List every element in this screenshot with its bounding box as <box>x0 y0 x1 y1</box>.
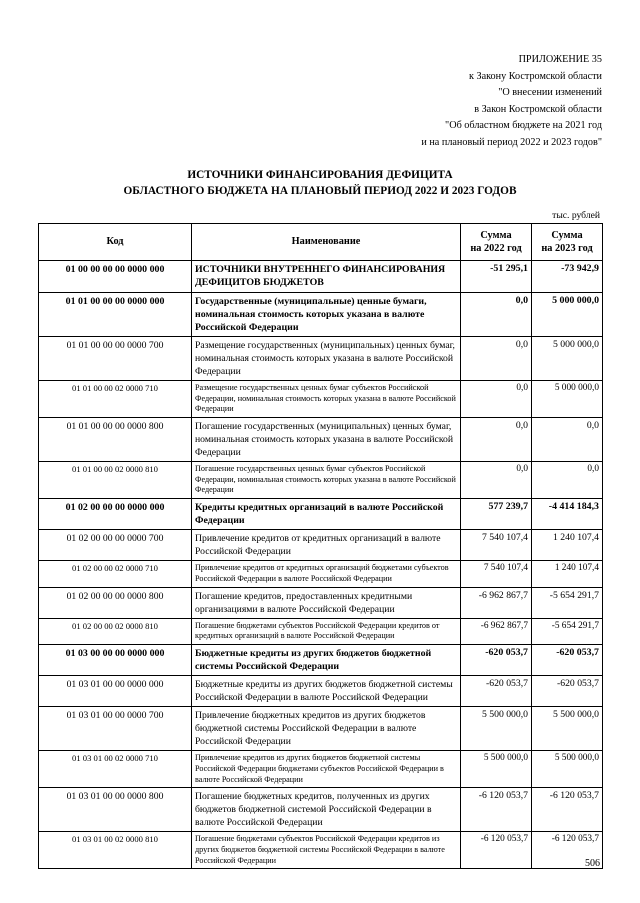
cell-sum-2023: -6 120 053,7 <box>532 788 603 832</box>
cell-code: 01 01 00 00 00 0000 800 <box>39 418 192 462</box>
cell-sum-2022: 0,0 <box>461 418 532 462</box>
document-header <box>38 52 602 151</box>
cell-sum-2023: 5 000 000,0 <box>532 292 603 337</box>
cell-sum-2023: -620 053,7 <box>532 676 603 707</box>
cell-sum-2023: 0,0 <box>532 462 603 499</box>
cell-code: 01 03 01 00 00 0000 700 <box>39 707 192 751</box>
cell-sum-2022: 5 500 000,0 <box>461 707 532 751</box>
cell-sum-2023: -73 942,9 <box>532 261 603 292</box>
cell-name: Привлечение кредитов от кредитных организаций бюджетами субъектов Российской Федерации в валюте Российской Федерации <box>192 561 461 587</box>
cell-name: Бюджетные кредиты из других бюджетов бюджетной системы Российской Федерации <box>192 644 461 675</box>
table-row <box>39 462 603 499</box>
cell-sum-2022: 5 500 000,0 <box>461 751 532 788</box>
cell-code: 01 03 01 00 02 0000 810 <box>39 832 192 869</box>
cell-sum-2022: -51 295,1 <box>461 261 532 292</box>
cell-sum-2022: -620 053,7 <box>461 676 532 707</box>
cell-name: Государственные (муниципальные) ценные бумаги, номинальная стоимость которых указана в валюте Российской Федерации <box>192 292 461 337</box>
cell-sum-2023: -5 654 291,7 <box>532 587 603 618</box>
cell-name: Привлечение бюджетных кредитов из других бюджетов бюджетной системы Российской Федерации в валюте Российской Федерации <box>192 707 461 751</box>
cell-code: 01 02 00 00 02 0000 710 <box>39 561 192 587</box>
cell-sum-2023: -5 654 291,7 <box>532 618 603 644</box>
cell-name: Погашение государственных ценных бумаг субъектов Российской Федерации, номинальная стоимость которых указана в валюте Российской Федерации <box>192 462 461 499</box>
table-row <box>39 381 603 418</box>
cell-sum-2023: 5 500 000,0 <box>532 707 603 751</box>
header-line-2: к Закону Костромской области <box>468 70 602 82</box>
cell-name: Погашение бюджетами субъектов Российской Федерации кредитов от кредитных организаций в валюте Российской Федерации <box>192 618 461 644</box>
cell-sum-2023: 1 240 107,4 <box>532 530 603 561</box>
cell-sum-2022: -6 962 867,7 <box>461 587 532 618</box>
cell-sum-2022: -6 120 053,7 <box>461 832 532 869</box>
financing-sources-table <box>38 223 603 869</box>
table-row <box>39 530 603 561</box>
column-header-sum-2022-label: Сумма <box>480 229 512 241</box>
cell-name: Погашение бюджетами субъектов Российской Федерации кредитов из других бюджетов бюджетной системы Российской Федерации в валюте Российской Федерации <box>192 832 461 869</box>
cell-sum-2023: -4 414 184,3 <box>532 498 603 529</box>
table-row <box>39 498 603 529</box>
page-title <box>38 167 602 200</box>
cell-sum-2022: 7 540 107,4 <box>461 561 532 587</box>
column-header-sum-2023 <box>532 223 603 260</box>
cell-name: Бюджетные кредиты из других бюджетов бюджетной системы Российской Федерации в валюте Российской Федерации <box>192 676 461 707</box>
column-header-sum-2022-sub: на 2022 год <box>470 243 522 255</box>
table-row <box>39 788 603 832</box>
cell-sum-2022: 0,0 <box>461 462 532 499</box>
cell-sum-2023: -620 053,7 <box>532 644 603 675</box>
page-number: 506 <box>585 858 600 869</box>
cell-name: Погашение кредитов, предоставленных кредитными организациями в валюте Российской Федерации <box>192 587 461 618</box>
title-line-2: ОБЛАСТНОГО БЮДЖЕТА НА ПЛАНОВЫЙ ПЕРИОД 2022 И 2023 ГОДОВ <box>123 185 517 198</box>
table-row <box>39 644 603 675</box>
column-header-name: Наименование <box>192 223 461 260</box>
header-line-6: и на плановый период 2022 и 2023 годов" <box>421 136 602 148</box>
cell-code: 01 03 01 00 02 0000 710 <box>39 751 192 788</box>
cell-sum-2023: 5 000 000,0 <box>532 337 603 381</box>
cell-sum-2023: -6 120 053,7 <box>532 832 603 869</box>
column-header-sum-2022 <box>461 223 532 260</box>
cell-sum-2022: 577 239,7 <box>461 498 532 529</box>
cell-code: 01 03 01 00 00 0000 800 <box>39 788 192 832</box>
cell-sum-2022: 0,0 <box>461 292 532 337</box>
cell-sum-2022: -620 053,7 <box>461 644 532 675</box>
cell-code: 01 01 00 00 02 0000 710 <box>39 381 192 418</box>
table-row <box>39 707 603 751</box>
cell-code: 01 02 00 00 00 0000 000 <box>39 498 192 529</box>
cell-name: ИСТОЧНИКИ ВНУТРЕННЕГО ФИНАНСИРОВАНИЯ ДЕФИЦИТОВ БЮДЖЕТОВ <box>192 261 461 292</box>
cell-code: 01 02 00 00 00 0000 800 <box>39 587 192 618</box>
cell-code: 01 01 00 00 00 0000 700 <box>39 337 192 381</box>
cell-name: Размещение государственных ценных бумаг субъектов Российской Федерации, номинальная стоимость которых указана в валюте Российской Федерации <box>192 381 461 418</box>
cell-code: 01 00 00 00 00 0000 000 <box>39 261 192 292</box>
column-header-sum-2023-sub: на 2023 год <box>541 243 593 255</box>
cell-sum-2023: 0,0 <box>532 418 603 462</box>
cell-name: Привлечение кредитов от кредитных организаций в валюте Российской Федерации <box>192 530 461 561</box>
table-row <box>39 832 603 869</box>
cell-sum-2022: 0,0 <box>461 381 532 418</box>
cell-code: 01 01 00 00 00 0000 000 <box>39 292 192 337</box>
cell-name: Размещение государственных (муниципальных) ценных бумаг, номинальная стоимость которых указана в валюте Российской Федерации <box>192 337 461 381</box>
table-body <box>39 261 603 869</box>
units-label: тыс. рублей <box>552 209 600 221</box>
table-row <box>39 418 603 462</box>
header-line-4: в Закон Костромской области <box>474 103 602 115</box>
column-header-code: Код <box>39 223 192 260</box>
table-row <box>39 751 603 788</box>
table-header-row <box>39 223 603 260</box>
table-row <box>39 676 603 707</box>
cell-code: 01 02 00 00 00 0000 700 <box>39 530 192 561</box>
cell-sum-2023: 5 000 000,0 <box>532 381 603 418</box>
cell-code: 01 03 00 00 00 0000 000 <box>39 644 192 675</box>
table-row <box>39 261 603 292</box>
table-row <box>39 561 603 587</box>
table-row <box>39 337 603 381</box>
cell-sum-2022: 7 540 107,4 <box>461 530 532 561</box>
header-line-5: "Об областном бюджете на 2021 год <box>445 120 602 132</box>
table-row <box>39 618 603 644</box>
cell-sum-2023: 5 500 000,0 <box>532 751 603 788</box>
table-row <box>39 292 603 337</box>
cell-name: Кредиты кредитных организаций в валюте Российской Федерации <box>192 498 461 529</box>
column-header-sum-2023-label: Сумма <box>551 229 583 241</box>
cell-sum-2022: -6 120 053,7 <box>461 788 532 832</box>
cell-sum-2023: 1 240 107,4 <box>532 561 603 587</box>
cell-code: 01 02 00 00 02 0000 810 <box>39 618 192 644</box>
cell-name: Погашение бюджетных кредитов, полученных из других бюджетов бюджетной системой Российской Федерации в валюте Российской Федерации <box>192 788 461 832</box>
header-line-1: ПРИЛОЖЕНИЕ 35 <box>518 54 602 65</box>
cell-code: 01 01 00 00 02 0000 810 <box>39 462 192 499</box>
title-line-1: ИСТОЧНИКИ ФИНАНСИРОВАНИЯ ДЕФИЦИТА <box>187 169 453 182</box>
cell-sum-2022: -6 962 867,7 <box>461 618 532 644</box>
cell-code: 01 03 01 00 00 0000 000 <box>39 676 192 707</box>
table-row <box>39 587 603 618</box>
cell-name: Погашение государственных (муниципальных) ценных бумаг, номинальная стоимость которых указана в валюте Российской Федерации <box>192 418 461 462</box>
cell-sum-2022: 0,0 <box>461 337 532 381</box>
header-line-3: "О внесении изменений <box>498 87 602 99</box>
cell-name: Привлечение кредитов из других бюджетов бюджетной системы Российской Федерации бюджетами субъектов Российской Федерации в валюте Российской Федерации <box>192 751 461 788</box>
